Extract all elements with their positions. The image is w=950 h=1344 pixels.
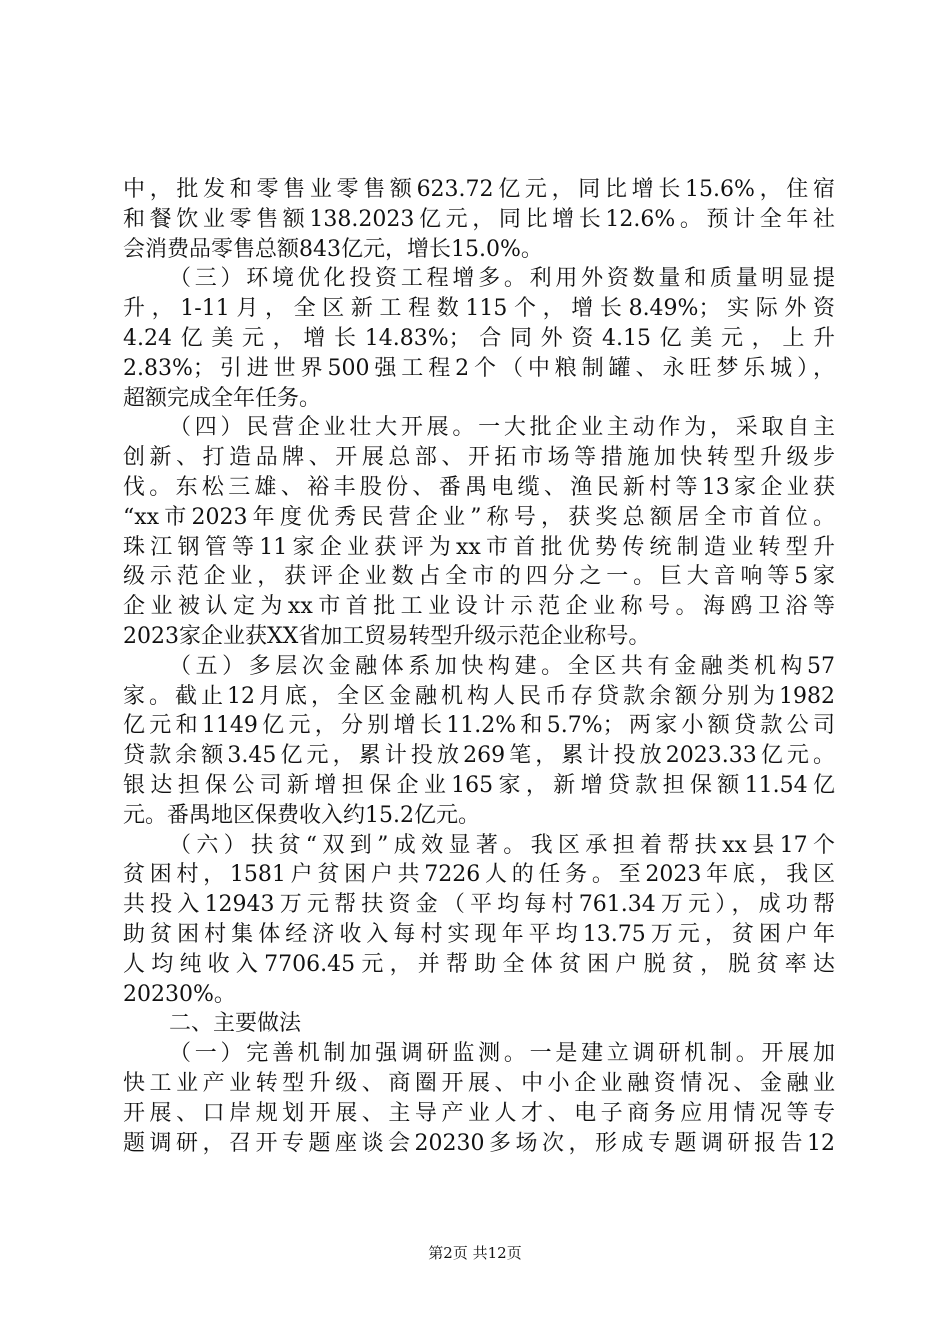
document-body xyxy=(123,175,835,1158)
text-line: 二、主要做法 xyxy=(169,1011,302,1037)
text-line: 中，批发和零售业零售额623.72亿元，同比增长15.6%，住宿 xyxy=(123,177,835,202)
text-line: 快工业产业转型升级、商圈开展、中小企业融资情况、金融业 xyxy=(123,1070,835,1096)
text-line: 元。番禺地区保费收入约15.2亿元。 xyxy=(123,802,480,828)
text-line: 伐。东松三雄、裕丰股份、番禺电缆、渔民新村等13家企业获 xyxy=(123,474,835,500)
text-line: （四）民营企业壮大开展。一大批企业主动作为，采取自主 xyxy=(169,415,835,441)
text-line: 级示范企业，获评企业数占全市的四分之一。巨大音响等5家 xyxy=(123,564,835,590)
text-line: 和餐饮业零售额138.2023亿元，同比增长12.6%。预计全年社 xyxy=(123,206,835,232)
text-line: 升，1-11月，全区新工程数115个，增长8.49%；实际外资 xyxy=(123,296,835,322)
text-line: 2023家企业获XX省加工贸易转型升级示范企业称号。 xyxy=(123,623,651,649)
text-line: 共投入12943万元帮扶资金（平均每村761.34万元），成功帮 xyxy=(123,892,835,918)
text-line: 家。截止12月底，全区金融机构人民币存贷款余额分别为1982 xyxy=(123,683,835,709)
text-line: 人均纯收入7706.45元，并帮助全体贫困户脱贫，脱贫率达 xyxy=(123,951,835,977)
text-line: 贷款余额3.45亿元，累计投放269笔，累计投放2023.33亿元。 xyxy=(123,743,835,769)
text-line: 超额完成全年任务。 xyxy=(123,385,322,411)
text-line: 20230%。 xyxy=(123,981,236,1007)
text-line: （三）环境优化投资工程增多。利用外资数量和质量明显提 xyxy=(169,266,835,292)
text-line: 亿元和1149亿元，分别增长11.2%和5.7%；两家小额贷款公司 xyxy=(123,713,835,739)
text-line: 开展、口岸规划开展、主导产业人才、电子商务应用情况等专 xyxy=(123,1100,835,1126)
text-line: 题调研，召开专题座谈会20230多场次，形成专题调研报告12 xyxy=(123,1130,835,1156)
text-line: 贫困村，1581户贫困户共7226人的任务。至2023年底，我区 xyxy=(123,862,835,888)
text-line: 企业被认定为xx市首批工业设计示范企业称号。海鸥卫浴等 xyxy=(123,594,835,620)
text-line: （五）多层次金融体系加快构建。全区共有金融类机构57 xyxy=(169,653,835,679)
text-line: （六）扶贫“双到”成效显著。我区承担着帮扶xx县17个 xyxy=(169,832,835,858)
text-line: 2.83%；引进世界500强工程2个（中粮制罐、永旺梦乐城）， xyxy=(123,355,835,381)
text-line: 会消费品零售总额843亿元，增长15.0%。 xyxy=(123,236,543,262)
text-line: 创新、打造品牌、开展总部、开拓市场等措施加快转型升级步 xyxy=(123,445,835,471)
text-line: “xx市2023年度优秀民营企业”称号，获奖总额居全市首位。 xyxy=(123,504,835,530)
text-line: 4.24亿美元，增长14.83%；合同外资4.15亿美元，上升 xyxy=(123,325,835,351)
page-footer: 第2页 共12页 xyxy=(428,1244,522,1262)
text-line: （一）完善机制加强调研监测。一是建立调研机制。开展加 xyxy=(169,1041,835,1067)
text-line: 银达担保公司新增担保企业165家，新增贷款担保额11.54亿 xyxy=(123,772,835,798)
text-line: 助贫困村集体经济收入每村实现年平均13.75万元，贫困户年 xyxy=(123,921,835,947)
text-line: 珠江钢管等11家企业获评为xx市首批优势传统制造业转型升 xyxy=(123,534,835,560)
